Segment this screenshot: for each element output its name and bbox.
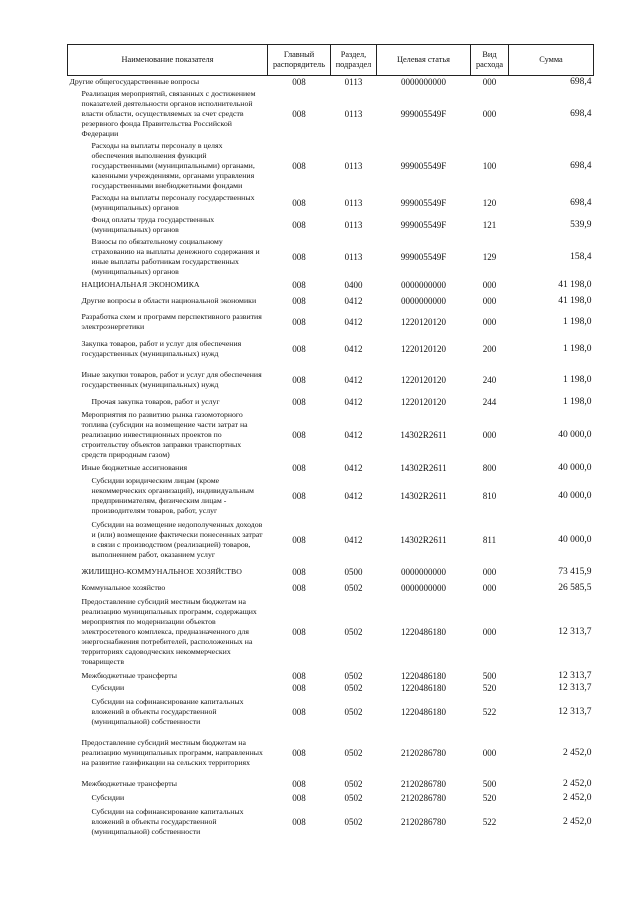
- row-target: 0000000000: [401, 582, 446, 593]
- row-sum: 158,4: [570, 252, 592, 262]
- row-admin: 008: [292, 535, 306, 545]
- row-name: Фонд оплаты труда государственных (муниципальных) органов: [91, 215, 215, 234]
- row-name: Мероприятия по развитию рынка газомоторного топлива (субсидии на возмещение части затрат на реализацию инвестиционных проектов по строительству объектов заправки транспортных средств природным газом): [81, 410, 248, 459]
- row-target: 14302R2611: [400, 491, 447, 501]
- row-sum: 2 452,0: [563, 779, 592, 789]
- row-kind: 200: [482, 344, 497, 354]
- row-kind: 000: [482, 582, 497, 593]
- row-kind: 240: [482, 375, 497, 385]
- row-name: Прочая закупка товаров, работ и услуг: [91, 397, 220, 406]
- table-row: [68, 214, 594, 236]
- row-section: 0502: [344, 748, 363, 758]
- header-name: Наименование показателя: [68, 45, 268, 76]
- row-section: 0500: [344, 567, 363, 577]
- row-name: НАЦИОНАЛЬНАЯ ЭКОНОМИКА: [81, 279, 200, 289]
- row-name: Иные бюджетные ассигнования: [81, 463, 188, 472]
- row-kind: 121: [482, 220, 497, 230]
- row-sum: 2 452,0: [563, 793, 592, 803]
- row-target: 2120286780: [401, 748, 446, 758]
- row-admin: 008: [292, 161, 306, 171]
- row-admin: 008: [292, 491, 306, 501]
- row-kind: 500: [482, 671, 497, 681]
- table-row: [68, 804, 594, 840]
- row-section: 0502: [344, 671, 363, 681]
- row-section: 0113: [344, 252, 363, 262]
- row-target: 14302R2611: [400, 535, 447, 545]
- row-kind: 000: [482, 430, 497, 440]
- row-target: 2120286780: [401, 779, 446, 789]
- table-row: [68, 776, 594, 792]
- row-name: Субсидии на софинансирование капитальных вложений в объекты государственной (муниципальной) собственности: [91, 807, 244, 836]
- row-kind: 811: [482, 535, 497, 545]
- row-sum: 2 452,0: [563, 748, 592, 758]
- row-admin: 008: [292, 252, 306, 262]
- row-section: 0412: [344, 463, 363, 473]
- row-target: 0000000000: [401, 77, 446, 87]
- row-sum: 1 198,0: [563, 397, 592, 407]
- table-row: [68, 730, 594, 776]
- row-admin: 008: [292, 463, 306, 473]
- row-section: 0502: [344, 779, 363, 789]
- row-section: 0113: [344, 77, 363, 87]
- row-target: 1220120120: [401, 397, 446, 407]
- table-row: [68, 236, 594, 278]
- row-kind: 800: [482, 463, 497, 473]
- row-sum: 40 000,0: [558, 535, 592, 545]
- row-sum: 41 198,0: [558, 279, 592, 290]
- row-name: ЖИЛИЩНО-КОММУНАЛЬНОЕ ХОЗЯЙСТВО: [81, 567, 242, 576]
- table-row: [68, 792, 594, 804]
- row-sum: 12 313,7: [558, 627, 592, 637]
- row-sum: 1 198,0: [563, 375, 592, 385]
- table-row: [68, 395, 594, 409]
- row-sum: 1 198,0: [563, 317, 592, 327]
- row-admin: 008: [292, 109, 306, 119]
- row-admin: 008: [292, 317, 306, 327]
- row-name: Иные закупки товаров, работ и услуг для обеспечения государственных (муниципальных) нужд: [81, 370, 262, 389]
- row-admin: 008: [292, 671, 306, 681]
- row-name: Реализация мероприятий, связанных с достижением показателей деятельности органов исполнительной власти области, осуществляемых за счет средств резервного фонда Правительства Российской Федерации: [81, 89, 256, 138]
- row-sum: 539,9: [570, 220, 592, 230]
- row-name: Разработка схем и программ перспективного развития электроэнергетики: [81, 312, 262, 331]
- table-row: [68, 192, 594, 214]
- row-name: Субсидии: [91, 683, 125, 692]
- row-admin: 008: [292, 430, 306, 440]
- row-section: 0113: [344, 198, 363, 208]
- row-sum: 40 000,0: [558, 430, 592, 440]
- row-target: 0000000000: [401, 279, 446, 290]
- row-kind: 000: [482, 627, 497, 637]
- row-name: Другие вопросы в области национальной экономики: [81, 296, 257, 305]
- row-sum: 698,4: [570, 198, 592, 208]
- row-admin: 008: [292, 279, 306, 290]
- row-target: 14302R2611: [400, 430, 447, 440]
- row-section: 0412: [344, 375, 363, 385]
- table-row: [68, 670, 594, 682]
- row-sum: 698,4: [570, 77, 592, 87]
- header-target: Целевая статья: [377, 45, 471, 76]
- row-kind: 500: [482, 779, 497, 789]
- row-section: 0412: [344, 296, 363, 306]
- row-sum: 12 313,7: [558, 707, 592, 717]
- row-target: 0000000000: [401, 296, 446, 306]
- row-target: 999005549F: [400, 252, 447, 262]
- header-admin: Главный распорядитель: [268, 45, 331, 76]
- row-kind: 100: [482, 161, 497, 171]
- row-target: 1220120120: [401, 317, 446, 327]
- table-row: [68, 278, 594, 291]
- row-target: 1220486180: [401, 627, 446, 637]
- row-target: 14302R2611: [400, 463, 447, 473]
- row-kind: 000: [482, 748, 497, 758]
- table-row: [68, 409, 594, 461]
- row-admin: 008: [292, 77, 306, 87]
- row-admin: 008: [292, 779, 306, 789]
- table-row: [68, 594, 594, 670]
- row-target: 2120286780: [401, 793, 446, 803]
- row-name: Другие общегосударственные вопросы: [69, 77, 200, 86]
- table-row: [68, 76, 594, 89]
- row-kind: 810: [482, 491, 497, 501]
- row-name: Предоставление субсидий местным бюджетам на реализацию муниципальных программ, направленных на развитие газификации на сельских территориях: [81, 738, 263, 767]
- row-section: 0412: [344, 535, 363, 545]
- row-name: Субсидии на возмещение недополученных доходов и (или) возмещение фактически понесенных затрат в связи с производством (реализацией) товаров, выполнением работ, оказанием услуг: [91, 520, 263, 559]
- table-row: [68, 581, 594, 594]
- row-section: 0502: [344, 627, 363, 637]
- row-target: 2120286780: [401, 817, 446, 827]
- header-section: Раздел, подраздел: [331, 45, 377, 76]
- row-kind: 000: [482, 317, 497, 327]
- row-name: Межбюджетные трансферты: [81, 779, 177, 788]
- row-sum: 40 000,0: [558, 491, 592, 501]
- row-target: 1220486180: [401, 671, 446, 681]
- row-name: Предоставление субсидий местным бюджетам на реализацию муниципальных программ, содержащих мероприятия по модернизации объектов электросетевого комплекса, предназначенного для энергоснабжения потребителей, расположенных на территориях садоводческих некоммерческих товариществ: [81, 597, 257, 666]
- table-row: [68, 517, 594, 563]
- row-section: 0502: [344, 707, 363, 717]
- row-target: 999005549F: [400, 109, 447, 119]
- table-row: [68, 311, 594, 333]
- row-sum: 2 452,0: [563, 817, 592, 827]
- row-sum: 1 198,0: [563, 344, 592, 354]
- row-admin: 008: [292, 748, 306, 758]
- row-name: Расходы на выплаты персоналу в целях обеспечения выполнения функций государственными (муниципальными) органами, казенными учреждениями, органами управления государственными внебюджетными фондами: [91, 141, 255, 190]
- row-admin: 008: [292, 567, 306, 577]
- row-kind: 129: [482, 252, 497, 262]
- row-kind: 120: [482, 198, 497, 208]
- row-section: 0412: [344, 491, 363, 501]
- row-kind: 244: [482, 397, 497, 407]
- table-row: [68, 333, 594, 365]
- row-kind: 000: [482, 279, 497, 290]
- row-admin: 008: [292, 793, 306, 803]
- row-admin: 008: [292, 707, 306, 717]
- table-row: [68, 563, 594, 581]
- row-target: 0000000000: [401, 567, 446, 577]
- table-row: [68, 88, 594, 140]
- row-section: 0502: [344, 793, 363, 803]
- row-kind: 522: [482, 707, 497, 717]
- row-name: Межбюджетные трансферты: [81, 671, 177, 680]
- row-name: Закупка товаров, работ и услуг для обеспечения государственных (муниципальных) нужд: [81, 339, 242, 358]
- row-name: Субсидии на софинансирование капитальных вложений в объекты государственной (муниципальной) собственности: [91, 697, 244, 726]
- row-name: Взносы по обязательному социальному страхованию на выплаты денежного содержания и иные выплаты работникам государственных (муниципальных) органов: [91, 237, 260, 276]
- row-admin: 008: [292, 683, 306, 693]
- table-header-row: [68, 45, 594, 76]
- row-name: Субсидии юридическим лицам (кроме некоммерческих организаций), индивидуальным предпринимателям, физическим лицам - производителям товаров, работ, услуг: [91, 476, 254, 515]
- row-kind: 000: [482, 77, 497, 87]
- header-sum: Сумма: [509, 45, 594, 76]
- row-admin: 008: [292, 198, 306, 208]
- row-target: 999005549F: [400, 220, 447, 230]
- row-target: 1220120120: [401, 344, 446, 354]
- row-kind: 000: [482, 567, 497, 577]
- row-name: Субсидии: [91, 793, 125, 802]
- row-kind: 522: [482, 817, 497, 827]
- table-row: [68, 365, 594, 395]
- row-kind: 520: [482, 683, 497, 693]
- row-section: 0502: [344, 817, 363, 827]
- row-admin: 008: [292, 627, 306, 637]
- table-row: [68, 291, 594, 311]
- row-sum: 698,4: [570, 161, 592, 171]
- row-kind: 000: [482, 296, 497, 306]
- row-target: 999005549F: [400, 198, 447, 208]
- row-target: 999005549F: [400, 161, 447, 171]
- row-sum: 41 198,0: [558, 296, 592, 306]
- row-section: 0113: [344, 220, 363, 230]
- table-row: [68, 694, 594, 730]
- row-target: 1220486180: [401, 683, 446, 693]
- row-kind: 520: [482, 793, 497, 803]
- table-row: [68, 682, 594, 694]
- row-admin: 008: [292, 375, 306, 385]
- table-row: [68, 475, 594, 517]
- header-kind: Вид расхода: [471, 45, 509, 76]
- row-section: 0400: [344, 279, 363, 290]
- row-section: 0412: [344, 430, 363, 440]
- row-admin: 008: [292, 397, 306, 407]
- row-section: 0412: [344, 344, 363, 354]
- row-target: 1220486180: [401, 707, 446, 717]
- row-name: Расходы на выплаты персоналу государственных (муниципальных) органов: [91, 193, 255, 212]
- row-kind: 000: [482, 109, 497, 119]
- row-section: 0502: [344, 683, 363, 693]
- row-admin: 008: [292, 817, 306, 827]
- table-row: [68, 140, 594, 192]
- row-sum: 698,4: [570, 109, 592, 119]
- budget-table: [67, 44, 594, 840]
- row-section: 0113: [344, 161, 363, 171]
- row-admin: 008: [292, 582, 306, 593]
- row-section: 0113: [344, 109, 363, 119]
- row-sum: 26 585,5: [558, 582, 592, 593]
- row-section: 0502: [344, 582, 363, 593]
- table-row: [68, 461, 594, 475]
- row-section: 0412: [344, 317, 363, 327]
- row-name: Коммунальное хозяйство: [81, 582, 166, 592]
- row-sum: 40 000,0: [558, 463, 592, 473]
- row-target: 1220120120: [401, 375, 446, 385]
- row-section: 0412: [344, 397, 363, 407]
- row-admin: 008: [292, 220, 306, 230]
- row-sum: 12 313,7: [558, 671, 592, 681]
- row-admin: 008: [292, 296, 306, 306]
- row-sum: 12 313,7: [558, 683, 592, 693]
- row-admin: 008: [292, 344, 306, 354]
- row-sum: 73 415,9: [558, 567, 592, 577]
